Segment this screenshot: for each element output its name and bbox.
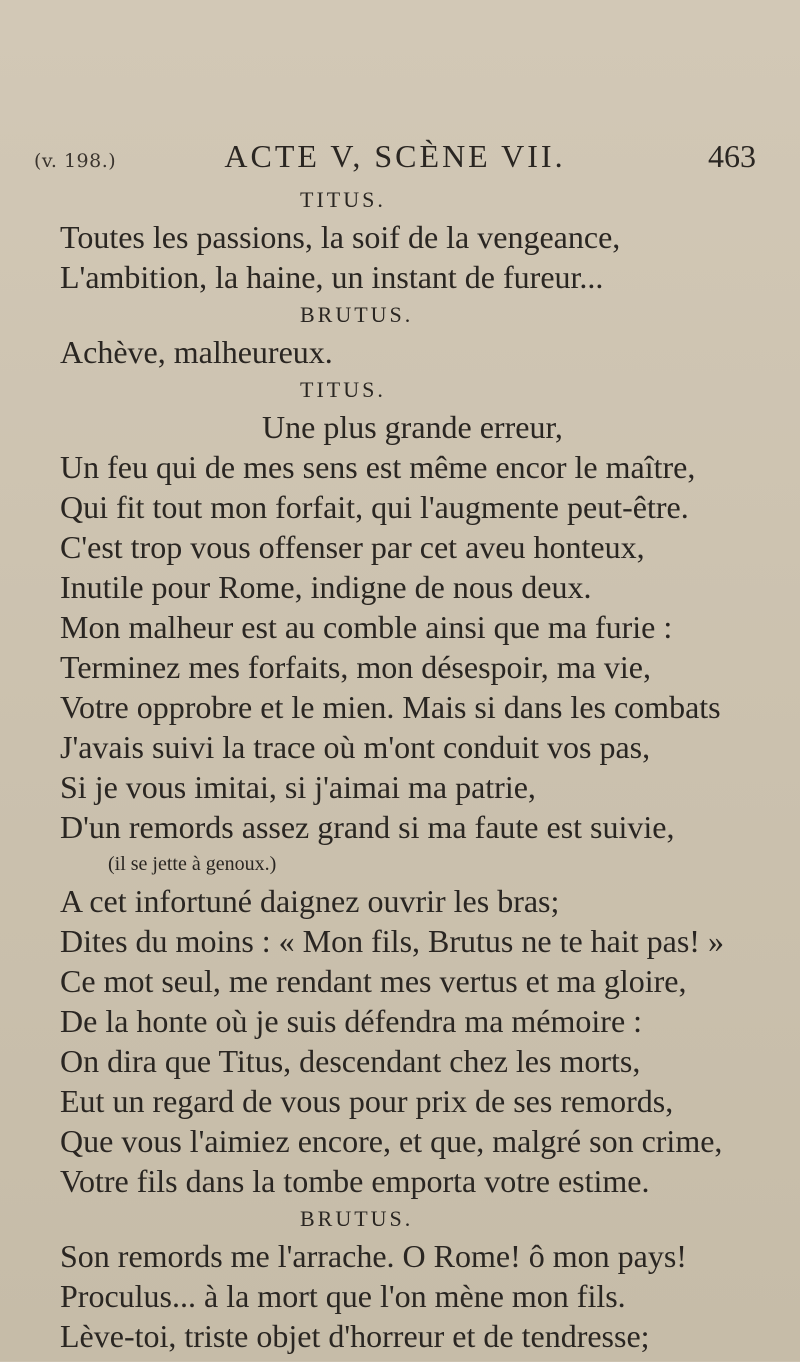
verse-line: Dites du moins : « Mon fils, Brutus ne te hait pas! » xyxy=(60,923,724,959)
stage-direction: (il se jette à genoux.) xyxy=(108,853,277,875)
verse-line: Mon malheur est au comble ainsi que ma furie : xyxy=(60,609,673,645)
verse-line: L'ambition, la haine, un instant de fureur... xyxy=(60,259,604,295)
verse-line: J'avais suivi la trace où m'ont conduit vos pas, xyxy=(60,729,651,765)
verse-line: Ce mot seul, me rendant mes vertus et ma gloire, xyxy=(60,963,687,999)
verse-line: Toutes les passions, la soif de la vengeance, xyxy=(60,219,621,255)
verse-reference: (v. 198.) xyxy=(34,150,117,172)
verse-line: D'un remords assez grand si ma faute est suivie, xyxy=(60,809,675,845)
verse-line: C'est trop vous offenser par cet aveu honteux, xyxy=(60,529,645,565)
running-head xyxy=(34,138,756,188)
verse-line: Terminez mes forfaits, mon désespoir, ma vie, xyxy=(60,649,651,685)
verse-line: A cet infortuné daignez ouvrir les bras; xyxy=(60,883,560,919)
verse-line: Lève-toi, triste objet d'horreur et de tendresse; xyxy=(60,1318,650,1354)
speaker-brutus: BRUTUS. xyxy=(300,1206,414,1231)
verse-line: De la honte où je suis défendra ma mémoire : xyxy=(60,1003,643,1039)
verse-line: Inutile pour Rome, indigne de nous deux. xyxy=(60,569,592,605)
speaker-titus: TITUS. xyxy=(300,187,386,212)
speaker-brutus: BRUTUS. xyxy=(300,302,414,327)
verse-line: Un feu qui de mes sens est même encor le maître, xyxy=(60,449,696,485)
verse-line-continued: Une plus grande erreur, xyxy=(262,409,563,445)
verse-line: Que vous l'aimiez encore, et que, malgré son crime, xyxy=(60,1123,723,1159)
verse-line: Si je vous imitai, si j'aimai ma patrie, xyxy=(60,769,536,805)
speaker-titus: TITUS. xyxy=(300,377,386,402)
verse-line: On dira que Titus, descendant chez les morts, xyxy=(60,1043,641,1079)
verse-line: Eut un regard de vous pour prix de ses remords, xyxy=(60,1083,674,1119)
verse-line: Qui fit tout mon forfait, qui l'augmente peut-être. xyxy=(60,489,689,525)
page-number: 463 xyxy=(708,138,756,174)
verse-line: Votre fils dans la tombe emporta votre estime. xyxy=(60,1163,650,1199)
verse-line: Achève, malheureux. xyxy=(60,334,333,370)
verse-line: Son remords me l'arrache. O Rome! ô mon pays! xyxy=(60,1238,687,1274)
play-text xyxy=(60,182,760,1362)
verse-line: Votre opprobre et le mien. Mais si dans les combats xyxy=(60,689,721,725)
act-scene-title: ACTE V, SCÈNE VII. xyxy=(224,138,566,174)
verse-line: Proculus... à la mort que l'on mène mon fils. xyxy=(60,1278,626,1314)
